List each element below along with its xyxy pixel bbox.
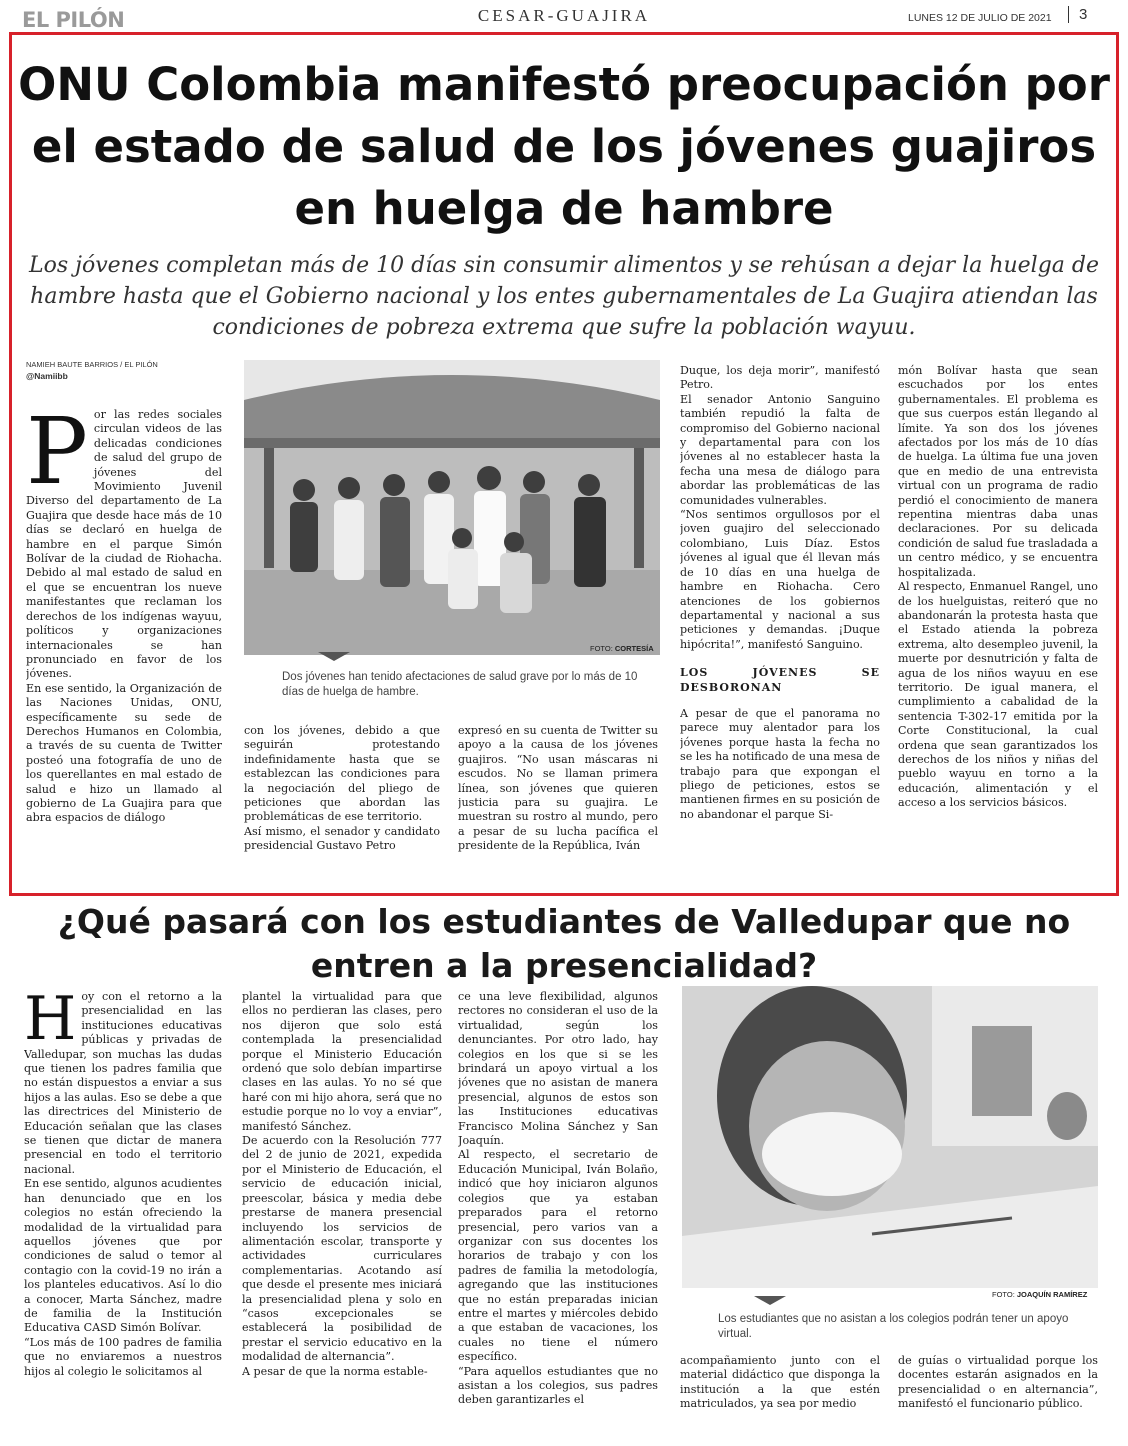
article1-caption: Dos jóvenes han tenido afectaciones de salud grave por lo más de 10 días de huelga de hambre.: [282, 671, 638, 698]
article2-paragraph: ce una leve flexibilidad, algunos rectores no consideran el uso de la virtualidad, según los denunciantes. Por otro lado, hay colegios en los que si se les brindará un apoyo virtual a los jóvenes que no asistan de manera presencial, algunos de estos son las Instituciones educativas Francisco Molina Sánchez y San Joaquín.: [458, 990, 658, 1148]
photo-credit-name: CORTESÍA: [614, 644, 654, 653]
caption-pointer-icon: [754, 1296, 786, 1305]
article2-photo-credit: [992, 1290, 1087, 1299]
article1-paragraph: “Nos sentimos orgullosos por el joven guajiro del seleccionado colombiano, Luis Díaz. Estos jóvenes al igual que él llevan más de 10 días en una huelga de hambre en Riohacha. Cero atenciones de los gobiernos departamental y nacional a sus peticiones y demandas. ¡Duque hipócrita!”, manifestó Sanguino.: [680, 508, 880, 651]
article1-photo: [244, 360, 660, 655]
article2-column-3: [458, 990, 658, 1430]
article2-column-4: [680, 1354, 880, 1434]
article1-dropcap: P: [26, 408, 88, 505]
article1-column-4: [680, 364, 880, 868]
article1-photo-credit: [590, 644, 654, 653]
article2-paragraph: de guías o virtualidad porque los docentes estarán asignados en la presencialidad o en alternancia”, manifestó el funcionario público.: [898, 1354, 1098, 1411]
article2-paragraph: oy con el retorno a la presencialidad en las instituciones educativas públicas y privadas de Valledupar, son muchas las dudas que tienen los padres familia que no están dispuestos a enviar a sus hijos a las aulas. Eso se debe a que las directrices del Ministerio de Educación señalan que las clases se tienen que dictar de manera presencial en todo el territorio nacional.: [24, 990, 222, 1176]
article2-headline: ¿Qué pasará con los estudiantes de Valledupar que no entren a la presencialidad?: [57, 902, 1071, 985]
article1-paragraph: Al respecto, Enmanuel Rangel, uno de los huelguistas, reiteró que no abandonarán la protesta hasta que el Estado atienda la pobreza extrema, alto desempleo juvenil, la muerte por desnutrición y falta de agua de los niños wayuu en ese territorio. De igual manera, el cumplimiento a cabalidad de la sentencia T-302-17 emitida por la Corte Constitucional, la cual ordena que sean garantizados los derechos de los niños y niñas del pueblo wayuu en torno a la educación, alimentación y el acceso a los servicios básicos.: [898, 580, 1098, 810]
article2-photo: [682, 986, 1098, 1288]
byline-handle: @Namiibb: [26, 371, 68, 381]
newspaper-logo: EL PILÓN: [22, 8, 125, 32]
article1-paragraph: Duque, los deja morir”, manifestó Petro.: [680, 364, 880, 392]
article1-column-1: [26, 408, 222, 868]
article2-paragraph: plantel la virtualidad para que ellos no perdieran las clases, pero nos dijeron que solo está contemplada la presencialidad porque el Ministerio Educación ordenó que solo debían impartirse clases en las aulas. Yo no sé que haré con mi hijo ahora, será que no estudie porque no lo voy a enviar”, manifestó Sánchez.: [242, 990, 442, 1133]
article2-paragraph: “Los más de 100 padres de familia que no enviaremos a nuestros hijos al colegio le solicitamos al: [24, 1335, 222, 1378]
article1-column-3: [458, 724, 658, 868]
article2-paragraph: En ese sentido, algunos acudientes han denunciado que en los colegios no están ofreciendo la modalidad de la virtualidad para aquellos jóvenes que por condiciones de salud o temor al contagio con la covid-19 no irán a los planteles educativos. Así lo dio a conocer, Marta Sánchez, madre de familia de la Institución Educativa CASD Simón Bolívar.: [24, 1177, 222, 1335]
article2-column-1: [24, 990, 222, 1430]
article2-paragraph: Al respecto, el secretario de Educación Municipal, Iván Bolaño, indicó que hoy iniciaron algunos colegios que ya estaban preparados para el retorno presencial, pero varios van a organizar con sus docentes los horarios de trabajo y con los padres de familia la metodología, agregando que las instituciones que no están preparadas inician entre el martes y miércoles debido a que estaban de vacaciones, los cuales no tiene el número específico.: [458, 1148, 658, 1364]
article1-paragraph: món Bolívar hasta que sean escuchados por los entes gubernamentales. El problema es que sus cuerpos están llegando al límite. Ya son dos los jóvenes afectados por los más de 10 días de huelga. La última fue una joven que en medio de una entrevista virtual con un programa de radio perdió el conocimiento de manera repentina mientras daba unas declaraciones. Por su delicada condición de salud fue trasladada a un centro médico, y se encuentra hospitalizada.: [898, 364, 1098, 579]
article2-column-2: [242, 990, 442, 1430]
article2-dropcap: H: [24, 990, 77, 1054]
article1-paragraph: Así mismo, el senador y candidato presidencial Gustavo Petro: [244, 824, 440, 853]
article1-subhead: LOS JÓVENES SE DESBORONAN: [680, 666, 880, 694]
article2-paragraph: acompañamiento junto con el material didáctico que dispongа la institución a la que estén matriculados, ya sea por medio: [680, 1354, 880, 1411]
article1-paragraph: or las redes sociales circulan videos de las delicadas condiciones de salud del grupo de jóvenes del Movimiento Juvenil Diverso del departamento de La Guajira que desde hace más de 10 días se declaró en huelga de hambre en el parque Simón Bolívar de la ciudad de Riohacha. Debido al mal estado de salud en el que se encuentran los nueve manifestantes que reclaman los derechos de los indígenas wayuu, políticos y organizaciones internacionales se han pronunciado en favor de los jóvenes.: [26, 408, 222, 681]
article2-paragraph: De acuerdo con la Resolución 777 del 2 de junio de 2021, expedida por el Ministerio de Educación, el servicio de educación inicial, preescolar, básica y media debe prestarse de manera presencial incluyendo los servicios de alimentación escolar, transporte y actividades curriculares complementarias. Acotando así que desde el presente mes iniciará la presencialidad plena y solo en “casos excepcionales se establecerá la posibilidad de prestar el servicio educativo en la modalidad de alternancia”.: [242, 1134, 442, 1364]
photo-credit-label: FOTO:: [992, 1290, 1015, 1299]
article1-paragraph: A pesar de que el panorama no parece muy alentador para los jóvenes porque hasta la fecha no se les ha notificado de una mesa de trabajo para que expongan el pliego de peticiones, estos se mantienen firmes en su posición de no abandonar el parque Si-: [680, 706, 880, 821]
page-number: 3: [1068, 6, 1087, 23]
student-photo-image: [682, 986, 1098, 1288]
caption-pointer-icon: [318, 652, 350, 661]
article1-paragraph: El senador Antonio Sanguino también repudió la falta de compromiso del Gobierno nacional y departamental para con los jóvenes al no establecer hasta la fecha una mesa de diálogo para abordar las problemáticas de las comunidades vulnerables.: [680, 392, 880, 507]
article2-paragraph: “Para aquellos estudiantes que no asistan a los colegios, sus padres deben garantizarles el: [458, 1364, 658, 1407]
article1-column-2: [244, 724, 440, 868]
article1-headline: ONU Colombia manifestó preocupación por el estado de salud de los jóvenes guajiros en huelga de hambre: [18, 58, 1110, 235]
section-label: CESAR-GUAJIRA: [477, 6, 651, 25]
article2-caption: Los estudiantes que no asistan a los colegios podrán tener un apoyo virtual.: [718, 1313, 1069, 1340]
article2-paragraph: A pesar de que la norma estable-: [242, 1364, 428, 1378]
article1-deck: Los jóvenes completan más de 10 días sin consumir alimentos y se rehúsan a dejar la huelga de hambre hasta que el Gobierno nacional y los entes gubernamentales de La Guajira atiendan las condiciones de pobreza extrema que sufre la población wayuu.: [28, 253, 1100, 340]
article1-column-5: [898, 364, 1098, 884]
masthead: [0, 0, 1128, 30]
article1-byline: [26, 360, 158, 381]
group-photo-image: [244, 360, 660, 655]
issue-date: LUNES 12 DE JULIO DE 2021: [908, 12, 1052, 24]
article1-paragraph: expresó en su cuenta de Twitter su apoyo a la causa de los jóvenes guajiros. “No usan máscaras ni escudos. No se llaman primera línea, son jóvenes que quieren justicia para su guajira. Le muestran su rostro al mundo, pero a pesar de su lucha pacífica el presidente de la República, Iván: [458, 724, 658, 853]
article1-paragraph: En ese sentido, la Organización de las Naciones Unidas, ONU, específicamente su sede de Derechos Humanos en Colombia, a través de su cuenta de Twitter posteó una fotografía de uno de los querellantes en mal estado de salud e hizo un llamado al gobierno de La Guajira para que abra espacios de diálogo: [26, 681, 222, 825]
photo-credit-name: JOAQUÍN RAMÍREZ: [1016, 1290, 1088, 1299]
photo-credit-label: FOTO:: [590, 644, 613, 653]
article2-column-5: [898, 1354, 1098, 1434]
article1-paragraph: con los jóvenes, debido a que seguirán protestando indefinidamente hasta que se establezcan las condiciones para la negociación del pliego de peticiones que abordan las problemáticas de ese territorio.: [244, 724, 440, 824]
byline-author: NAMIEH BAUTE BARRIOS / EL PILÓN: [26, 360, 158, 369]
